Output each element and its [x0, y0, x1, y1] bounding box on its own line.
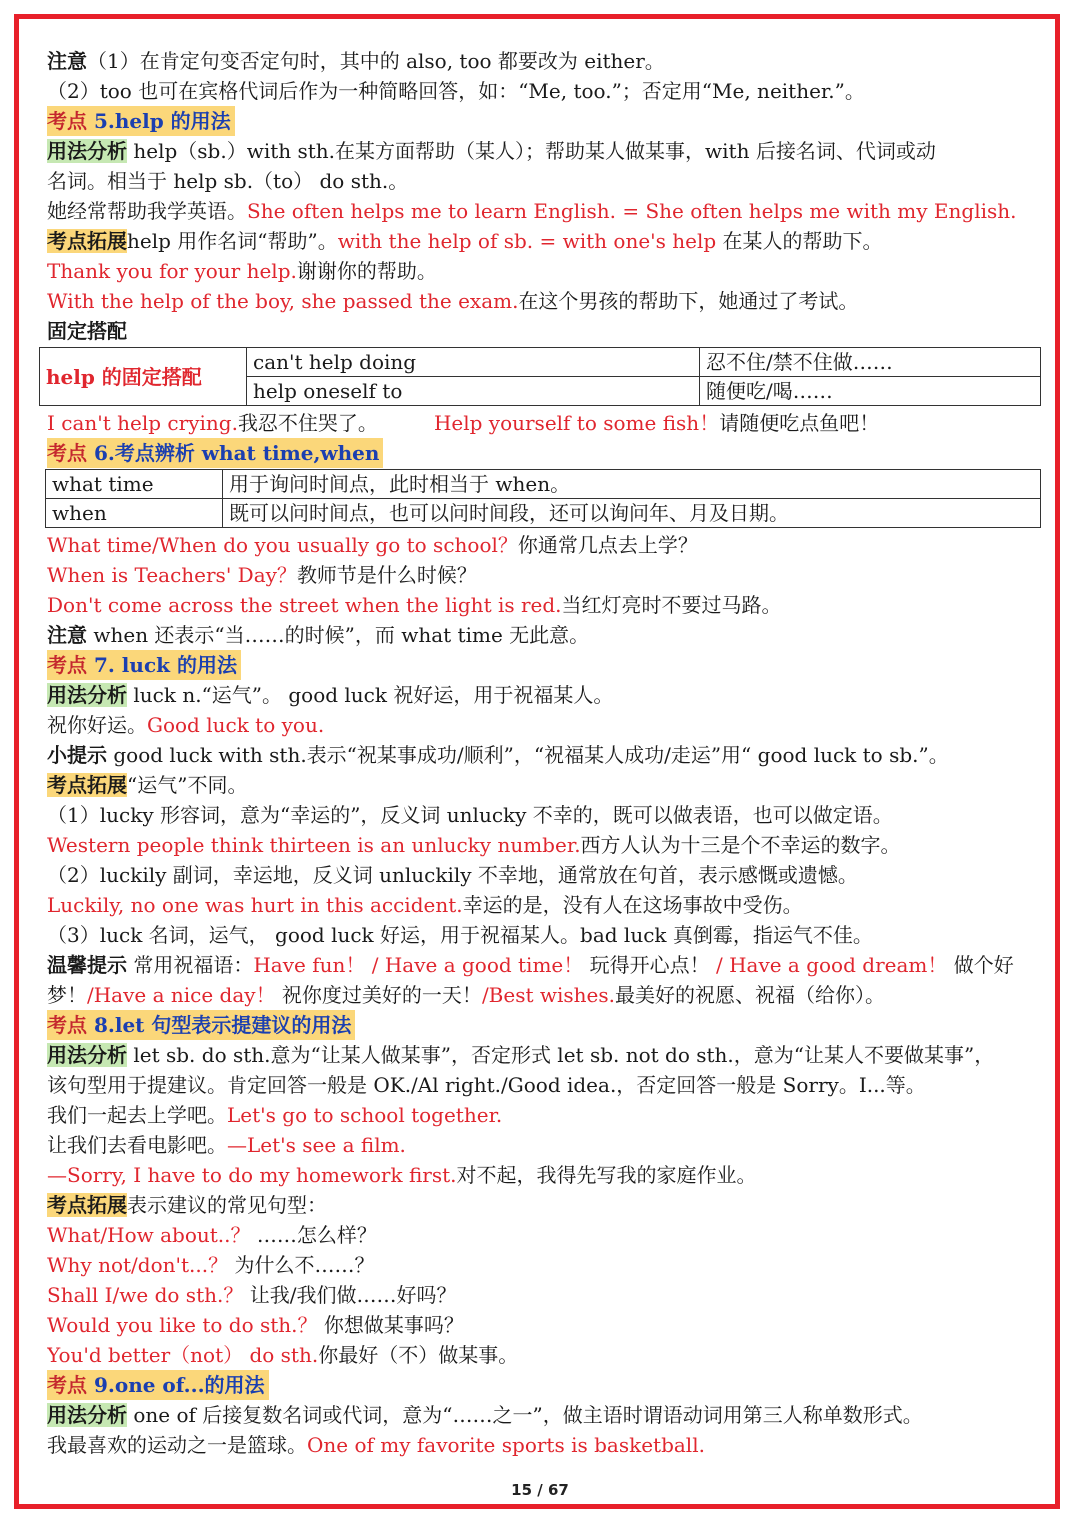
extension-label: 考点拓展	[47, 1193, 127, 1217]
example-cn: 你通常几点去上学？	[517, 533, 698, 557]
pattern-cn: 让我/我们做……好吗？	[243, 1283, 457, 1307]
example-cn: 我最喜欢的运动之一是篮球。	[47, 1433, 307, 1457]
example-cn: 教师节是什么时候？	[296, 563, 477, 587]
example-line	[47, 1430, 1042, 1460]
section-heading-tag	[47, 1370, 269, 1400]
extension-label: 考点拓展	[47, 229, 127, 253]
tip-text: 常用祝福语：	[127, 953, 254, 977]
collocation-table	[39, 347, 1041, 406]
section-heading-tag	[47, 1010, 355, 1040]
example-en: She often helps me to learn English. = She often helps me with my English.	[247, 199, 1017, 223]
pattern-cn: 你最好（不）做某事。	[318, 1343, 519, 1367]
pattern-line	[47, 1250, 1042, 1280]
analysis-label: 用法分析	[47, 139, 127, 163]
note-line	[47, 620, 1042, 650]
tip-line	[47, 740, 1042, 770]
tip-line	[47, 980, 1042, 1010]
example-line	[47, 1160, 1042, 1190]
example-cn: 谢谢你的帮助。	[296, 259, 437, 283]
example-cn: 让我们去看电影吧。	[47, 1133, 227, 1157]
pattern-line	[47, 1220, 1042, 1250]
pattern-en: Would you like to do sth.？	[47, 1313, 318, 1337]
example-en: Luckily, no one was hurt in this accident.	[47, 893, 463, 917]
page-number: 15 / 67	[511, 1481, 569, 1499]
analysis-line	[47, 680, 1042, 710]
note-label: 注意	[47, 623, 87, 647]
example-cn: 请随便吃点鱼吧！	[719, 411, 880, 435]
heading-prefix: 考点	[47, 653, 94, 677]
example-line	[47, 1130, 1042, 1160]
table-cell: what time	[46, 470, 223, 499]
example-cn: 祝你好运。	[47, 713, 147, 737]
pattern-line	[47, 1280, 1042, 1310]
tip-line	[47, 950, 1042, 980]
example-line	[47, 530, 1042, 560]
example-cn: 最美好的祝愿、祝福（给你）。	[614, 983, 885, 1007]
heading-title: 6.考点辨析 what time,when	[93, 441, 380, 465]
section-heading-7	[47, 650, 1042, 680]
tip-text: good luck with sth.表示“祝某事成功/顺利”，“祝福某人成功/走运”用“ good luck to sb.”。	[107, 743, 949, 767]
table-row	[46, 499, 1041, 528]
table-row	[46, 470, 1041, 499]
table-cell: when	[46, 499, 223, 528]
analysis-text: let sb. do sth.意为“让某人做某事”，否定形式 let sb. not do sth.，意为“让某人不要做某事”，	[127, 1043, 995, 1067]
table-cell: 随便吃/喝……	[700, 377, 1041, 406]
heading-title: 8.let 句型表示提建议的用法	[93, 1013, 352, 1037]
extension-text: “运气”不同。	[127, 773, 248, 797]
extension-line	[47, 226, 1042, 256]
table-cell: help oneself to	[247, 377, 700, 406]
section-heading-tag	[47, 438, 383, 468]
table-cell: 既可以问时间点，也可以问时间段，还可以询问年、月及日期。	[223, 499, 1041, 528]
pattern-line	[47, 1310, 1042, 1340]
note-label: 注意	[47, 49, 87, 73]
table-cell: can't help doing	[247, 348, 700, 377]
document-content	[47, 46, 1042, 1460]
heading-title: 9.one of...的用法	[93, 1373, 265, 1397]
analysis-line	[47, 136, 1042, 166]
heading-prefix: 考点	[47, 109, 94, 133]
analysis-label: 用法分析	[47, 683, 127, 707]
analysis-line	[47, 1040, 1042, 1070]
example-en: When is Teachers' Day？	[47, 563, 297, 587]
fixed-collocation-title: 固定搭配	[47, 319, 127, 343]
example-cn: 幸运的是，没有人在这场事故中受伤。	[462, 893, 803, 917]
example-en: Don't come across the street when the light is red.	[47, 593, 562, 617]
table-cell: 用于询问时间点，此时相当于 when。	[223, 470, 1041, 499]
pattern-cn: 为什么不……？	[228, 1253, 375, 1277]
note-text: when 还表示“当……的时候”，而 what time 无此意。	[87, 623, 590, 647]
example-cn: 我忍不住哭了。	[237, 411, 378, 435]
example-cn: 她经常帮助我学英语。	[47, 199, 247, 223]
example-line	[47, 710, 1042, 740]
example-line	[47, 890, 1042, 920]
example-line	[47, 408, 1042, 438]
table-cell: 忍不住/禁不住做……	[700, 348, 1041, 377]
example-line	[47, 590, 1042, 620]
analysis-label: 用法分析	[47, 1043, 127, 1067]
example-en: /Have a nice day！	[87, 983, 276, 1007]
example-en: —Sorry, I have to do my homework first.	[47, 1163, 457, 1187]
example-en: What time/When do you usually go to school？	[47, 533, 518, 557]
note-line	[47, 46, 1042, 76]
example-en: Have fun！ / Have a good time！	[253, 953, 584, 977]
table-header-cell: help 的固定搭配	[40, 348, 247, 406]
tip-label: 小提示	[47, 743, 107, 767]
section-heading-6	[47, 438, 1042, 468]
pattern-en: Shall I/we do sth.？	[47, 1283, 244, 1307]
example-line	[47, 830, 1042, 860]
extension-meaning: 在某人的帮助下。	[716, 229, 883, 253]
example-cn: 梦！	[47, 983, 87, 1007]
text-line: （1）lucky 形容词，意为“幸运的”，反义词 unlucky 不幸的，既可以做表语，也可以做定语。	[47, 803, 893, 827]
heading-prefix: 考点	[47, 1013, 94, 1037]
pattern-en: Why not/don't...？	[47, 1253, 229, 1277]
example-line	[47, 1100, 1042, 1130]
example-en: Western people think thirteen is an unlucky number.	[47, 833, 581, 857]
pattern-en: You'd better（not） do sth.	[47, 1343, 319, 1367]
pattern-cn: ……怎么样？	[250, 1223, 377, 1247]
analysis-label: 用法分析	[47, 1403, 127, 1427]
extension-label: 考点拓展	[47, 773, 127, 797]
pattern-cn: 你想做某事吗？	[317, 1313, 464, 1337]
analysis-line	[47, 1400, 1042, 1430]
example-en: —Let's see a film.	[227, 1133, 406, 1157]
comparison-table	[45, 469, 1041, 528]
example-cn: 对不起，我得先写我的家庭作业。	[456, 1163, 757, 1187]
analysis-text: help（sb.）with sth.在某方面帮助（某人）；帮助某人做某事，with 后接名词、代词或动	[127, 139, 936, 163]
example-en: I can't help crying.	[47, 411, 238, 435]
example-cn: 当红灯亮时不要过马路。	[561, 593, 782, 617]
text-line: 该句型用于提建议。肯定回答一般是 OK./Al right./Good idea.，否定回答一般是 Sorry。I...等。	[47, 1073, 926, 1097]
extension-line	[47, 770, 1042, 800]
example-en: Let's go to school together.	[227, 1103, 503, 1127]
section-heading-8	[47, 1010, 1042, 1040]
example-line	[47, 286, 1042, 316]
example-en: With the help of the boy, she passed the exam.	[47, 289, 519, 313]
example-cn: 祝你度过美好的一天！	[275, 983, 482, 1007]
example-cn: 在这个男孩的帮助下，她通过了考试。	[518, 289, 859, 313]
extension-text: 表示建议的常见句型：	[127, 1193, 327, 1217]
tip-label: 温馨提示	[47, 953, 127, 977]
section-heading-tag	[47, 650, 241, 680]
table-row	[40, 348, 1041, 377]
text-line: （3）luck 名词，运气， good luck 好运，用于祝福某人。bad luck 真倒霉，指运气不佳。	[47, 923, 873, 947]
example-en: / Have a good dream！	[709, 953, 948, 977]
extension-text: help 用作名词“帮助”。	[127, 229, 338, 253]
text-line: （2）too 也可在宾格代词后作为一种简略回答，如：“Me, too.”；否定用“Me, neither.”。	[47, 79, 865, 103]
example-line	[47, 560, 1042, 590]
example-cn: 西方人认为十三是个不幸运的数字。	[580, 833, 901, 857]
heading-title: 7. luck 的用法	[93, 653, 237, 677]
section-heading-5	[47, 106, 1042, 136]
example-cn: 做个好	[947, 953, 1014, 977]
example-en: /Best wishes.	[481, 983, 615, 1007]
example-en: Thank you for your help.	[47, 259, 297, 283]
analysis-text: luck n.“运气”。 good luck 祝好运，用于祝福某人。	[127, 683, 614, 707]
pattern-line	[47, 1340, 1042, 1370]
example-line	[47, 196, 1042, 226]
extension-line	[47, 1190, 1042, 1220]
example-en: One of my favorite sports is basketball.	[307, 1433, 705, 1457]
heading-prefix: 考点	[47, 1373, 94, 1397]
text-line: 名词。相当于 help sb.（to） do sth.。	[47, 169, 409, 193]
heading-title: 5.help 的用法	[93, 109, 231, 133]
pattern-en: What/How about..？	[47, 1223, 251, 1247]
example-en: Help yourself to some fish！	[433, 411, 720, 435]
section-heading-tag	[47, 106, 235, 136]
extension-phrase: with the help of sb. = with one's help	[337, 229, 717, 253]
example-cn: 我们一起去上学吧。	[47, 1103, 227, 1127]
example-en: Good luck to you.	[147, 713, 325, 737]
note-text: （1）在肯定句变否定句时，其中的 also, too 都要改为 either。	[87, 49, 665, 73]
example-line	[47, 256, 1042, 286]
analysis-text: one of 后接复数名词或代词，意为“……之一”，做主语时谓语动词用第三人称单数形式。	[127, 1403, 923, 1427]
section-heading-9	[47, 1370, 1042, 1400]
heading-prefix: 考点	[47, 441, 94, 465]
example-cn: 玩得开心点！	[583, 953, 710, 977]
text-line: （2）luckily 副词，幸运地，反义词 unluckily 不幸地，通常放在句首，表示感慨或遗憾。	[47, 863, 858, 887]
